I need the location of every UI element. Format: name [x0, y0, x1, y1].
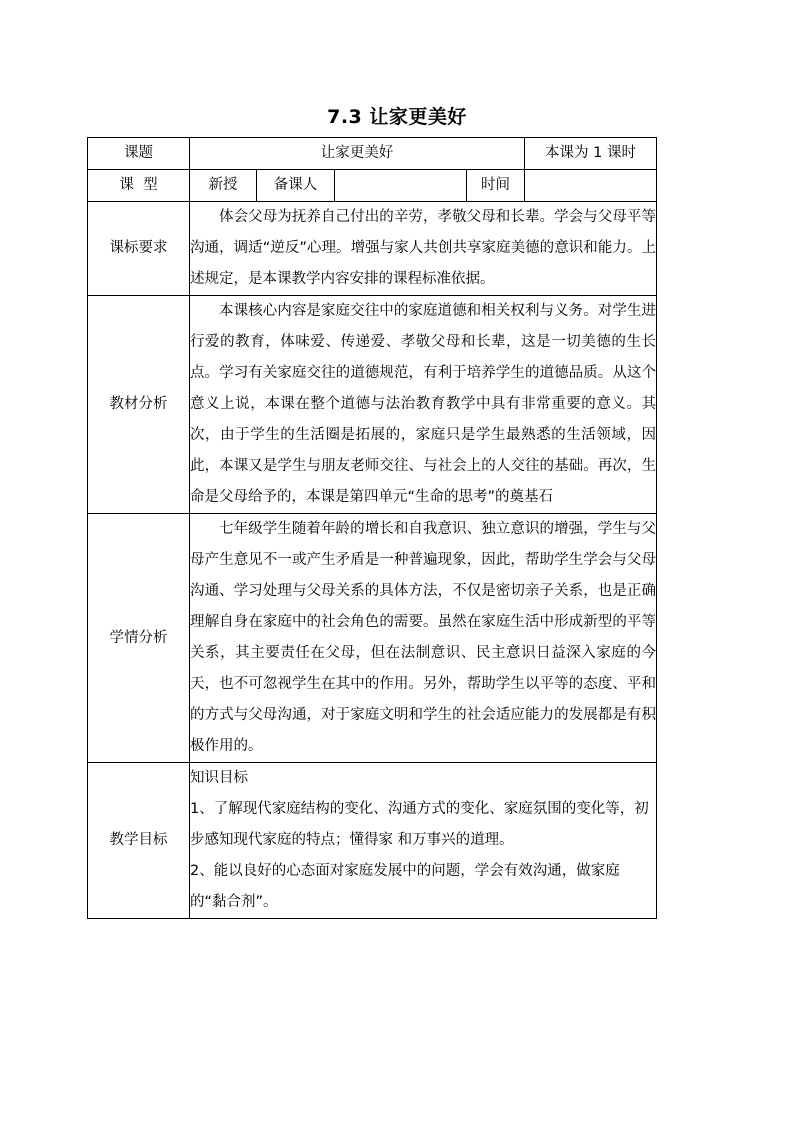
lesson-hours: 本课为 1 课时: [525, 138, 657, 170]
page-title: 7.3 让家更美好: [327, 106, 467, 128]
students-text: 七年级学生随着年龄的增长和自我意识、独立意识的增强，学生与父母产生意见不一或产生矛盾是一种普遍现象，因此，帮助学生学会与父母沟通、学习处理与父母关系的具体方法，不仅是密切亲子关系，也是正确理解自身在家庭中的社会角色的需要。虽然在家庭生活中形成新型的平等关系，其主要责任在父母，但在法制意识、民主意识日益深入家庭的今天，也不可忽视学生在其中的作用。另外，帮助学生以平等的态度、平和的方式与父母沟通，对于家庭文明和学生的社会适应能力的发展都是有积极作用的。: [190, 521, 656, 754]
type-label: 课 型: [88, 170, 190, 202]
students-label: 学情分析: [88, 514, 190, 763]
preparer-label: 备课人: [257, 170, 335, 202]
type-value: 新授: [190, 170, 257, 202]
goals-row: [88, 763, 657, 919]
textbook-label: 教材分析: [88, 296, 190, 514]
goals-heading: 知识目标: [190, 770, 248, 786]
topic-label: 课题: [88, 138, 190, 170]
type-row: [88, 170, 657, 202]
students-cell: [190, 514, 657, 763]
lesson-plan-table: [87, 137, 657, 919]
time-value[interactable]: [525, 170, 657, 202]
curriculum-label: 课标要求: [88, 202, 190, 296]
curriculum-row: [88, 202, 657, 296]
time-label: 时间: [467, 170, 525, 202]
textbook-row: [88, 296, 657, 514]
topic-value: 让家更美好: [190, 138, 525, 170]
students-row: [88, 514, 657, 763]
textbook-cell: [190, 296, 657, 514]
textbook-text: 本课核心内容是家庭交往中的家庭道德和相关权利与义务。对学生进行爱的教育，体味爱、传递爱、孝敬父母和长辈，这是一切美德的生长点。学习有关家庭交往的道德规范，有利于培养学生的道德品质。从这个意义上说，本课在整个道德与法治教育教学中具有非常重要的意义。其次，由于学生的生活圈是拓展的，家庭只是学生最熟悉的生活领域，因此，本课又是学生与朋友老师交往、与社会上的人交往的基础。再次，生命是父母给予的，本课是第四单元“生命的思考”的奠基石: [190, 303, 656, 505]
goals-cell: [190, 763, 657, 919]
goals-label: 教学目标: [88, 763, 190, 919]
curriculum-text: 体会父母为抚养自己付出的辛劳，孝敬父母和长辈。学会与父母平等沟通，调适“逆反”心理。增强与家人共创共享家庭美德的意识和能力。上述规定，是本课教学内容安排的课程标准依据。: [190, 209, 656, 287]
topic-row: [88, 138, 657, 170]
preparer-value[interactable]: [335, 170, 467, 202]
goals-item-2: 2、能以良好的心态面对家庭发展中的问题，学会有效沟通，做家庭的“黏合剂”。: [190, 863, 620, 910]
curriculum-cell: [190, 202, 657, 296]
goals-item-1: 1、了解现代家庭结构的变化、沟通方式的变化、家庭氛围的变化等，初步感知现代家庭的特点；懂得家 和万事兴的道理。: [190, 801, 649, 848]
